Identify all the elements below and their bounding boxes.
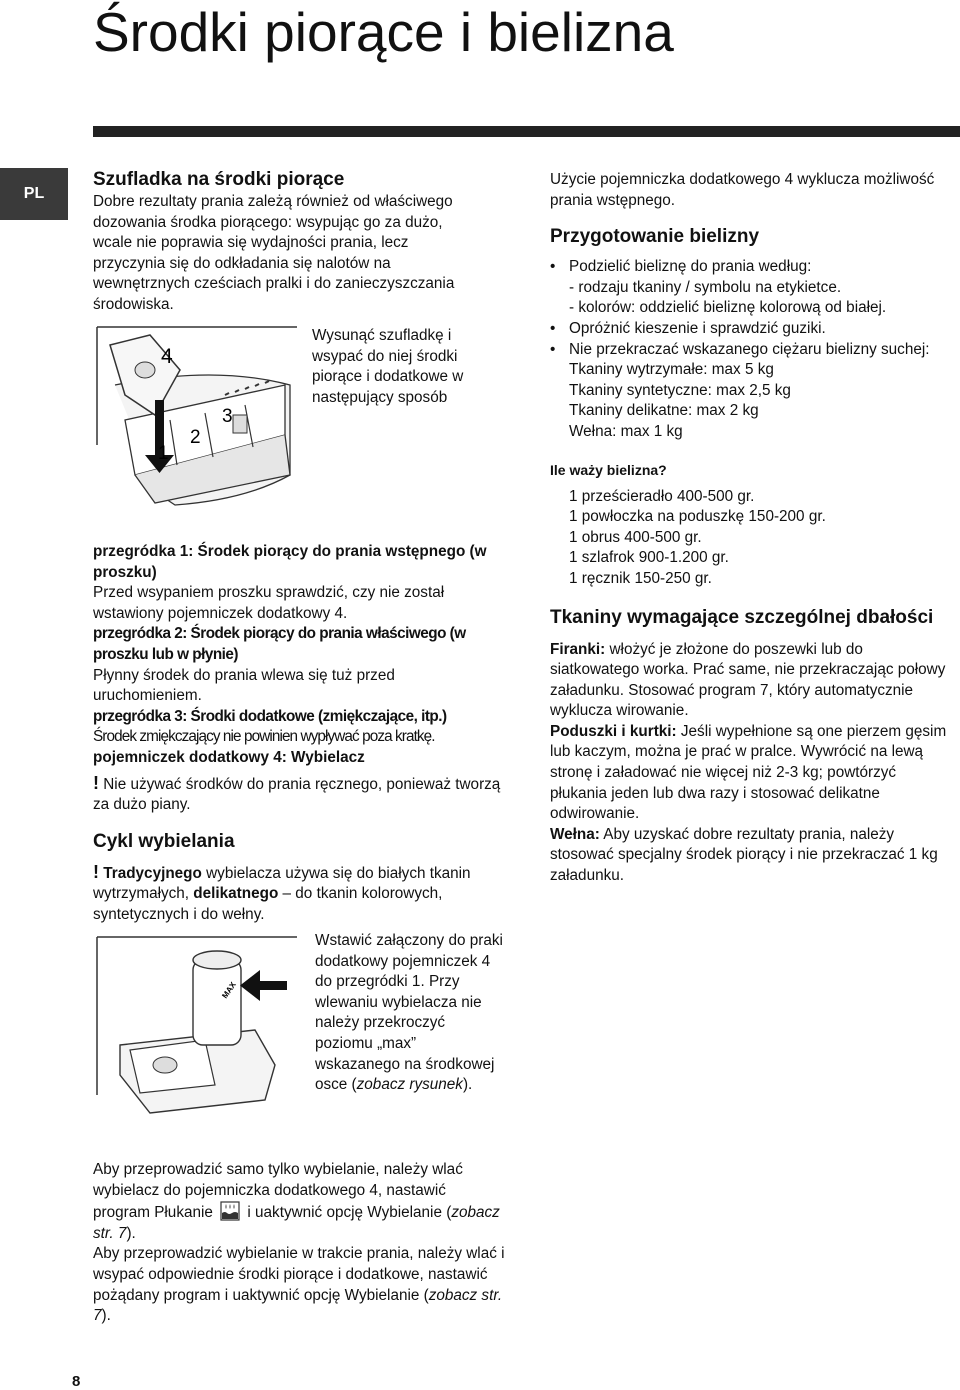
comp2-text: Płynny środek do prania wlewa się tuż przed uruchomieniem. — [93, 666, 395, 705]
comp3-text: Środek zmiękczający nie powinien wypływać poza kratkę. — [93, 728, 435, 746]
compartments-section — [93, 542, 505, 926]
list-item: 1 prześcieradło 400-500 gr. — [569, 487, 755, 505]
drawer-section — [93, 168, 473, 316]
list-item: 1 obrus 400-500 gr. — [569, 528, 702, 546]
fig2-caption: Wstawić załączony do praki dodatkowy pojemniczek 4 do przegródki 1. Przy wlewaniu wybielacza nie należy przekroczyć poziomu „max” wskazanego na środkowej osce (zobacz rysunek). — [315, 932, 503, 1094]
drawer-heading: Szufladka na środki piorące — [93, 169, 345, 190]
wool-paragraph: Wełna: Aby uzyskać dobre rezultaty prania, należy stosować specjalny środek piorący i nie przekraczać 1 kg załadunku. — [550, 825, 938, 885]
language-tab: PL — [0, 168, 68, 220]
list-item: 1 szlafrok 900-1.200 gr. — [569, 549, 729, 567]
bleach-during-wash-paragraph: Aby przeprowadzić wybielanie w trakcie prania, należy wlać i wsypać odpowiednie środki piorące i dodatkowe, nastawić pożądany program i uaktywnić opcję Wybielanie (zobacz str. 7). — [93, 1245, 505, 1325]
comp1-text: Przed wsypaniem proszku sprawdzić, czy nie został wstawiony pojemniczek dodatkowy 4. — [93, 584, 445, 622]
label-2: 2 — [190, 427, 201, 448]
list-item: • Opróżnić kieszenie i sprawdzić guziki. — [550, 319, 955, 340]
special-care-heading: Tkaniny wymagające szczególnej dbałości — [550, 606, 934, 628]
title-rule — [93, 126, 960, 137]
warning-note: ! Nie używać środków do prania ręcznego, ponieważ tworzą za dużo piany. — [93, 772, 501, 814]
pillows-paragraph: Poduszki i kurtki: Jeśli wypełnione są one pierzem gęsim lub kaczym, można je prać w pralce. Wywrócić na lewą stronę i załadować nie więcej niż 2-3 kg; powtórzyć płukania jeden lub dwa razy i stosować delikatne odwirowanie. — [550, 722, 947, 823]
prep-list — [550, 257, 955, 442]
page-title: Środki piorące i bielizna — [93, 1, 674, 63]
page-number: 8 — [72, 1373, 81, 1390]
list-item: 1 ręcznik 150-250 gr. — [569, 569, 712, 587]
list-item: • Podzielić bieliznę do prania według: - rodzaju tkaniny / symbolu na etykietce. - kolorów: oddzielić bieliznę kolorową od białej. — [550, 257, 955, 319]
bleach-text: ! Tradycyjnego wybielacza używa się do białych tkanin wytrzymałych, delikatnego – do tkanin kolorowych, syntetycznych i do wełny. — [93, 861, 471, 923]
bleach-only-paragraph: Aby przeprowadzić samo tylko wybielanie, należy wlać wybielacz do pojemniczka dodatkowego 4, nastawić program Płukanie i uaktywnić opcję Wybielanie (zobacz str. 7). — [93, 1161, 500, 1242]
comp2-title: przegródka 2: Środek piorący do prania właściwego (w proszku lub w płynie) — [93, 625, 466, 663]
list-item: • Nie przekraczać wskazanego ciężaru bielizny suchej: Tkaniny wytrzymałe: max 5 kg Tkaniny syntetyczne: max 2,5 kg Tkaniny delikatne: max 2 kg Wełna: max 1 kg — [550, 340, 955, 443]
comp3-title: przegródka 3: Środki dodatkowe (zmiękczające, itp.) — [93, 707, 447, 725]
comp1-title: przegródka 1: Środek piorący do prania wstępnego (w proszku) — [93, 543, 487, 581]
fig1-caption: Wysunąć szufladkę i wsypać do niej środki piorące i dodatkowe w następujący sposób — [312, 327, 464, 406]
curtains-paragraph: Firanki: włożyć je złożone do poszewki lub do siatkowatego worka. Prać same, nie przekraczając połowy załadunku. Stosować program 7, który automatycznie wyklucza wirowanie. — [550, 640, 946, 720]
max-label: MAX — [220, 980, 238, 1001]
right-column — [550, 170, 955, 887]
prewash-note: Użycie pojemniczka dodatkowego 4 wyklucza możliwość prania wstępnego. — [550, 171, 935, 209]
prep-heading: Przygotowanie bielizny — [550, 226, 760, 248]
bleach-mark: ! — [93, 861, 99, 882]
drawer-illustration — [95, 325, 300, 525]
label-3: 3 — [222, 406, 233, 427]
label-1: 1 — [158, 443, 169, 464]
drawer-intro: Dobre rezultaty prania zależą również od właściwego dozowania środka piorącego: wsypując go za dużo, wcale nie poprawia się wydajności prania, lecz przyczynia się do odkładania się nalotów na wewnętrznych cześciach pralki i do zanieczyszczania środowiska. — [93, 193, 455, 313]
weight-heading: Ile waży bielizna? — [550, 461, 667, 478]
bleach-container-illustration — [95, 935, 300, 1120]
weight-list — [550, 487, 955, 590]
list-item: 1 powłoczka na poduszkę 150-200 gr. — [569, 508, 826, 526]
rinse-program-icon — [220, 1201, 240, 1221]
bleach-heading: Cykl wybielania — [93, 830, 235, 852]
label-4: 4 — [161, 345, 173, 368]
warning-mark: ! — [93, 772, 99, 793]
comp4-title: pojemniczek dodatkowy 4: Wybielacz — [93, 748, 365, 766]
bleach-instructions — [93, 1160, 505, 1327]
